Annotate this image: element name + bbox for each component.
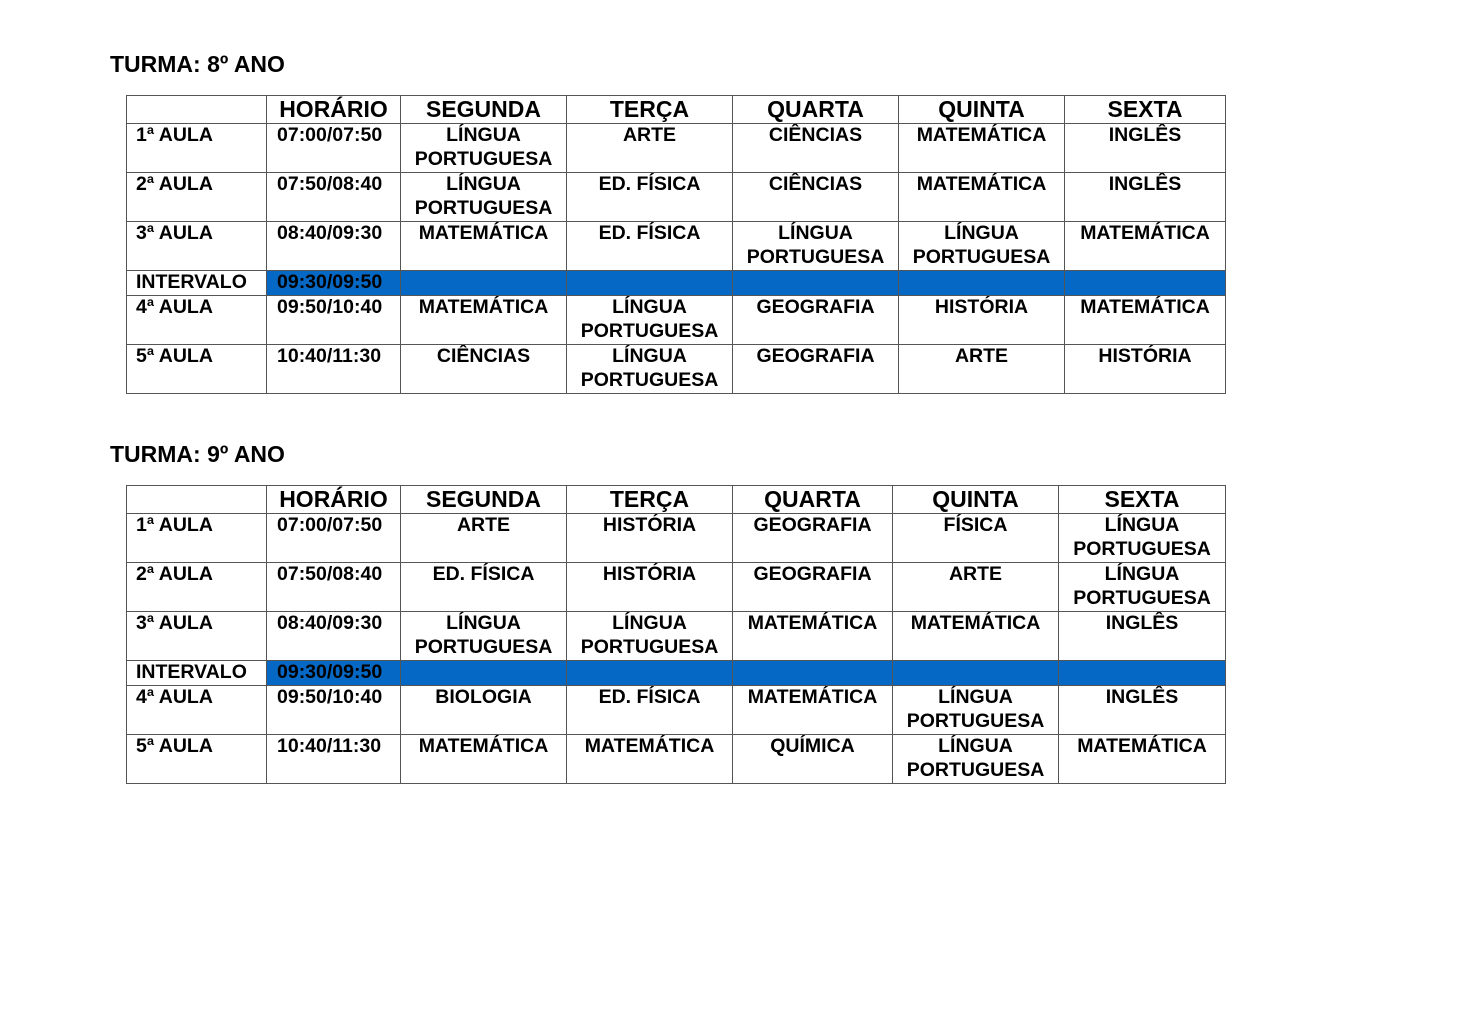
lesson-label: 3ª AULA — [127, 222, 267, 271]
subject-cell: LÍNGUA PORTUGUESA — [899, 222, 1065, 271]
subject-cell: MATEMÁTICA — [567, 735, 733, 784]
subject-cell: MATEMÁTICA — [1065, 222, 1226, 271]
lesson-label: 2ª AULA — [127, 173, 267, 222]
time-slot: 10:40/11:30 — [267, 735, 401, 784]
interval-row — [127, 271, 1226, 296]
lesson-label: 2ª AULA — [127, 563, 267, 612]
subject-cell: MATEMÁTICA — [893, 612, 1059, 661]
lesson-label: 1ª AULA — [127, 124, 267, 173]
interval-fill-cell — [899, 271, 1065, 296]
interval-fill-cell — [733, 661, 893, 686]
lesson-row — [127, 345, 1226, 394]
lesson-label: 4ª AULA — [127, 686, 267, 735]
subject-cell: MATEMÁTICA — [401, 222, 567, 271]
subject-cell: LÍNGUA PORTUGUESA — [567, 296, 733, 345]
subject-cell: INGLÊS — [1059, 686, 1226, 735]
header-cell: QUINTA — [899, 96, 1065, 124]
header-cell: QUINTA — [893, 486, 1059, 514]
subject-cell: GEOGRAFIA — [733, 563, 893, 612]
lesson-row — [127, 296, 1226, 345]
lesson-label: 5ª AULA — [127, 735, 267, 784]
subject-cell: GEOGRAFIA — [733, 345, 899, 394]
subject-cell: ARTE — [567, 124, 733, 173]
turma-title-9: TURMA: 9º ANO — [110, 441, 285, 467]
subject-cell: MATEMÁTICA — [733, 612, 893, 661]
subject-cell: ARTE — [899, 345, 1065, 394]
interval-fill-cell — [1059, 661, 1226, 686]
time-slot: 08:40/09:30 — [267, 222, 401, 271]
subject-cell: LÍNGUA PORTUGUESA — [733, 222, 899, 271]
subject-cell: BIOLOGIA — [401, 686, 567, 735]
subject-cell: LÍNGUA PORTUGUESA — [567, 345, 733, 394]
subject-cell: LÍNGUA PORTUGUESA — [893, 686, 1059, 735]
subject-cell: GEOGRAFIA — [733, 296, 899, 345]
lesson-label: 4ª AULA — [127, 296, 267, 345]
header-empty-cell — [127, 96, 267, 124]
header-cell: SEXTA — [1065, 96, 1226, 124]
schedule-table-9 — [126, 485, 1226, 784]
lesson-label: INTERVALO — [127, 271, 267, 296]
subject-cell: MATEMÁTICA — [899, 173, 1065, 222]
subject-cell: ED. FÍSICA — [567, 222, 733, 271]
lesson-row — [127, 222, 1226, 271]
subject-cell: GEOGRAFIA — [733, 514, 893, 563]
time-slot: 07:00/07:50 — [267, 124, 401, 173]
interval-row — [127, 661, 1226, 686]
subject-cell: LÍNGUA PORTUGUESA — [1059, 514, 1226, 563]
lesson-row — [127, 612, 1226, 661]
lesson-row — [127, 124, 1226, 173]
subject-cell: LÍNGUA PORTUGUESA — [401, 612, 567, 661]
subject-cell: MATEMÁTICA — [899, 124, 1065, 173]
subject-cell: ED. FÍSICA — [567, 686, 733, 735]
subject-cell: LÍNGUA PORTUGUESA — [1059, 563, 1226, 612]
interval-fill-cell — [1065, 271, 1226, 296]
header-cell: QUARTA — [733, 486, 893, 514]
lesson-label: 5ª AULA — [127, 345, 267, 394]
time-slot: 07:50/08:40 — [267, 173, 401, 222]
header-cell: TERÇA — [567, 486, 733, 514]
subject-cell: INGLÊS — [1065, 173, 1226, 222]
lesson-row — [127, 514, 1226, 563]
subject-cell: LÍNGUA PORTUGUESA — [401, 173, 567, 222]
subject-cell: MATEMÁTICA — [1065, 296, 1226, 345]
time-slot: 10:40/11:30 — [267, 345, 401, 394]
header-cell: SEGUNDA — [401, 96, 567, 124]
subject-cell: MATEMÁTICA — [401, 296, 567, 345]
interval-fill-cell — [567, 661, 733, 686]
header-cell: TERÇA — [567, 96, 733, 124]
header-row — [127, 96, 1226, 124]
lesson-row — [127, 686, 1226, 735]
interval-fill-cell — [893, 661, 1059, 686]
time-slot: 09:30/09:50 — [267, 661, 401, 686]
subject-cell: LÍNGUA PORTUGUESA — [567, 612, 733, 661]
lesson-label: 3ª AULA — [127, 612, 267, 661]
header-empty-cell — [127, 486, 267, 514]
subject-cell: ARTE — [893, 563, 1059, 612]
header-cell: SEGUNDA — [401, 486, 567, 514]
subject-cell: MATEMÁTICA — [401, 735, 567, 784]
interval-fill-cell — [401, 271, 567, 296]
header-cell: SEXTA — [1059, 486, 1226, 514]
subject-cell: ED. FÍSICA — [401, 563, 567, 612]
interval-fill-cell — [733, 271, 899, 296]
subject-cell: FÍSICA — [893, 514, 1059, 563]
time-slot: 07:50/08:40 — [267, 563, 401, 612]
time-slot: 07:00/07:50 — [267, 514, 401, 563]
subject-cell: CIÊNCIAS — [733, 124, 899, 173]
subject-cell: MATEMÁTICA — [733, 686, 893, 735]
interval-fill-cell — [401, 661, 567, 686]
header-cell: QUARTA — [733, 96, 899, 124]
subject-cell: CIÊNCIAS — [733, 173, 899, 222]
subject-cell: HISTÓRIA — [567, 514, 733, 563]
subject-cell: ARTE — [401, 514, 567, 563]
interval-fill-cell — [567, 271, 733, 296]
subject-cell: QUÍMICA — [733, 735, 893, 784]
subject-cell: INGLÊS — [1065, 124, 1226, 173]
time-slot: 09:50/10:40 — [267, 686, 401, 735]
subject-cell: HISTÓRIA — [567, 563, 733, 612]
lesson-row — [127, 173, 1226, 222]
header-row — [127, 486, 1226, 514]
time-slot: 09:30/09:50 — [267, 271, 401, 296]
subject-cell: LÍNGUA PORTUGUESA — [401, 124, 567, 173]
subject-cell: CIÊNCIAS — [401, 345, 567, 394]
lesson-row — [127, 563, 1226, 612]
header-cell: HORÁRIO — [267, 486, 401, 514]
time-slot: 09:50/10:40 — [267, 296, 401, 345]
subject-cell: MATEMÁTICA — [1059, 735, 1226, 784]
header-cell: HORÁRIO — [267, 96, 401, 124]
time-slot: 08:40/09:30 — [267, 612, 401, 661]
subject-cell: HISTÓRIA — [1065, 345, 1226, 394]
subject-cell: HISTÓRIA — [899, 296, 1065, 345]
lesson-label: INTERVALO — [127, 661, 267, 686]
turma-title-8: TURMA: 8º ANO — [110, 51, 285, 77]
lesson-label: 1ª AULA — [127, 514, 267, 563]
schedule-table-8 — [126, 95, 1226, 394]
subject-cell: INGLÊS — [1059, 612, 1226, 661]
subject-cell: ED. FÍSICA — [567, 173, 733, 222]
lesson-row — [127, 735, 1226, 784]
subject-cell: LÍNGUA PORTUGUESA — [893, 735, 1059, 784]
